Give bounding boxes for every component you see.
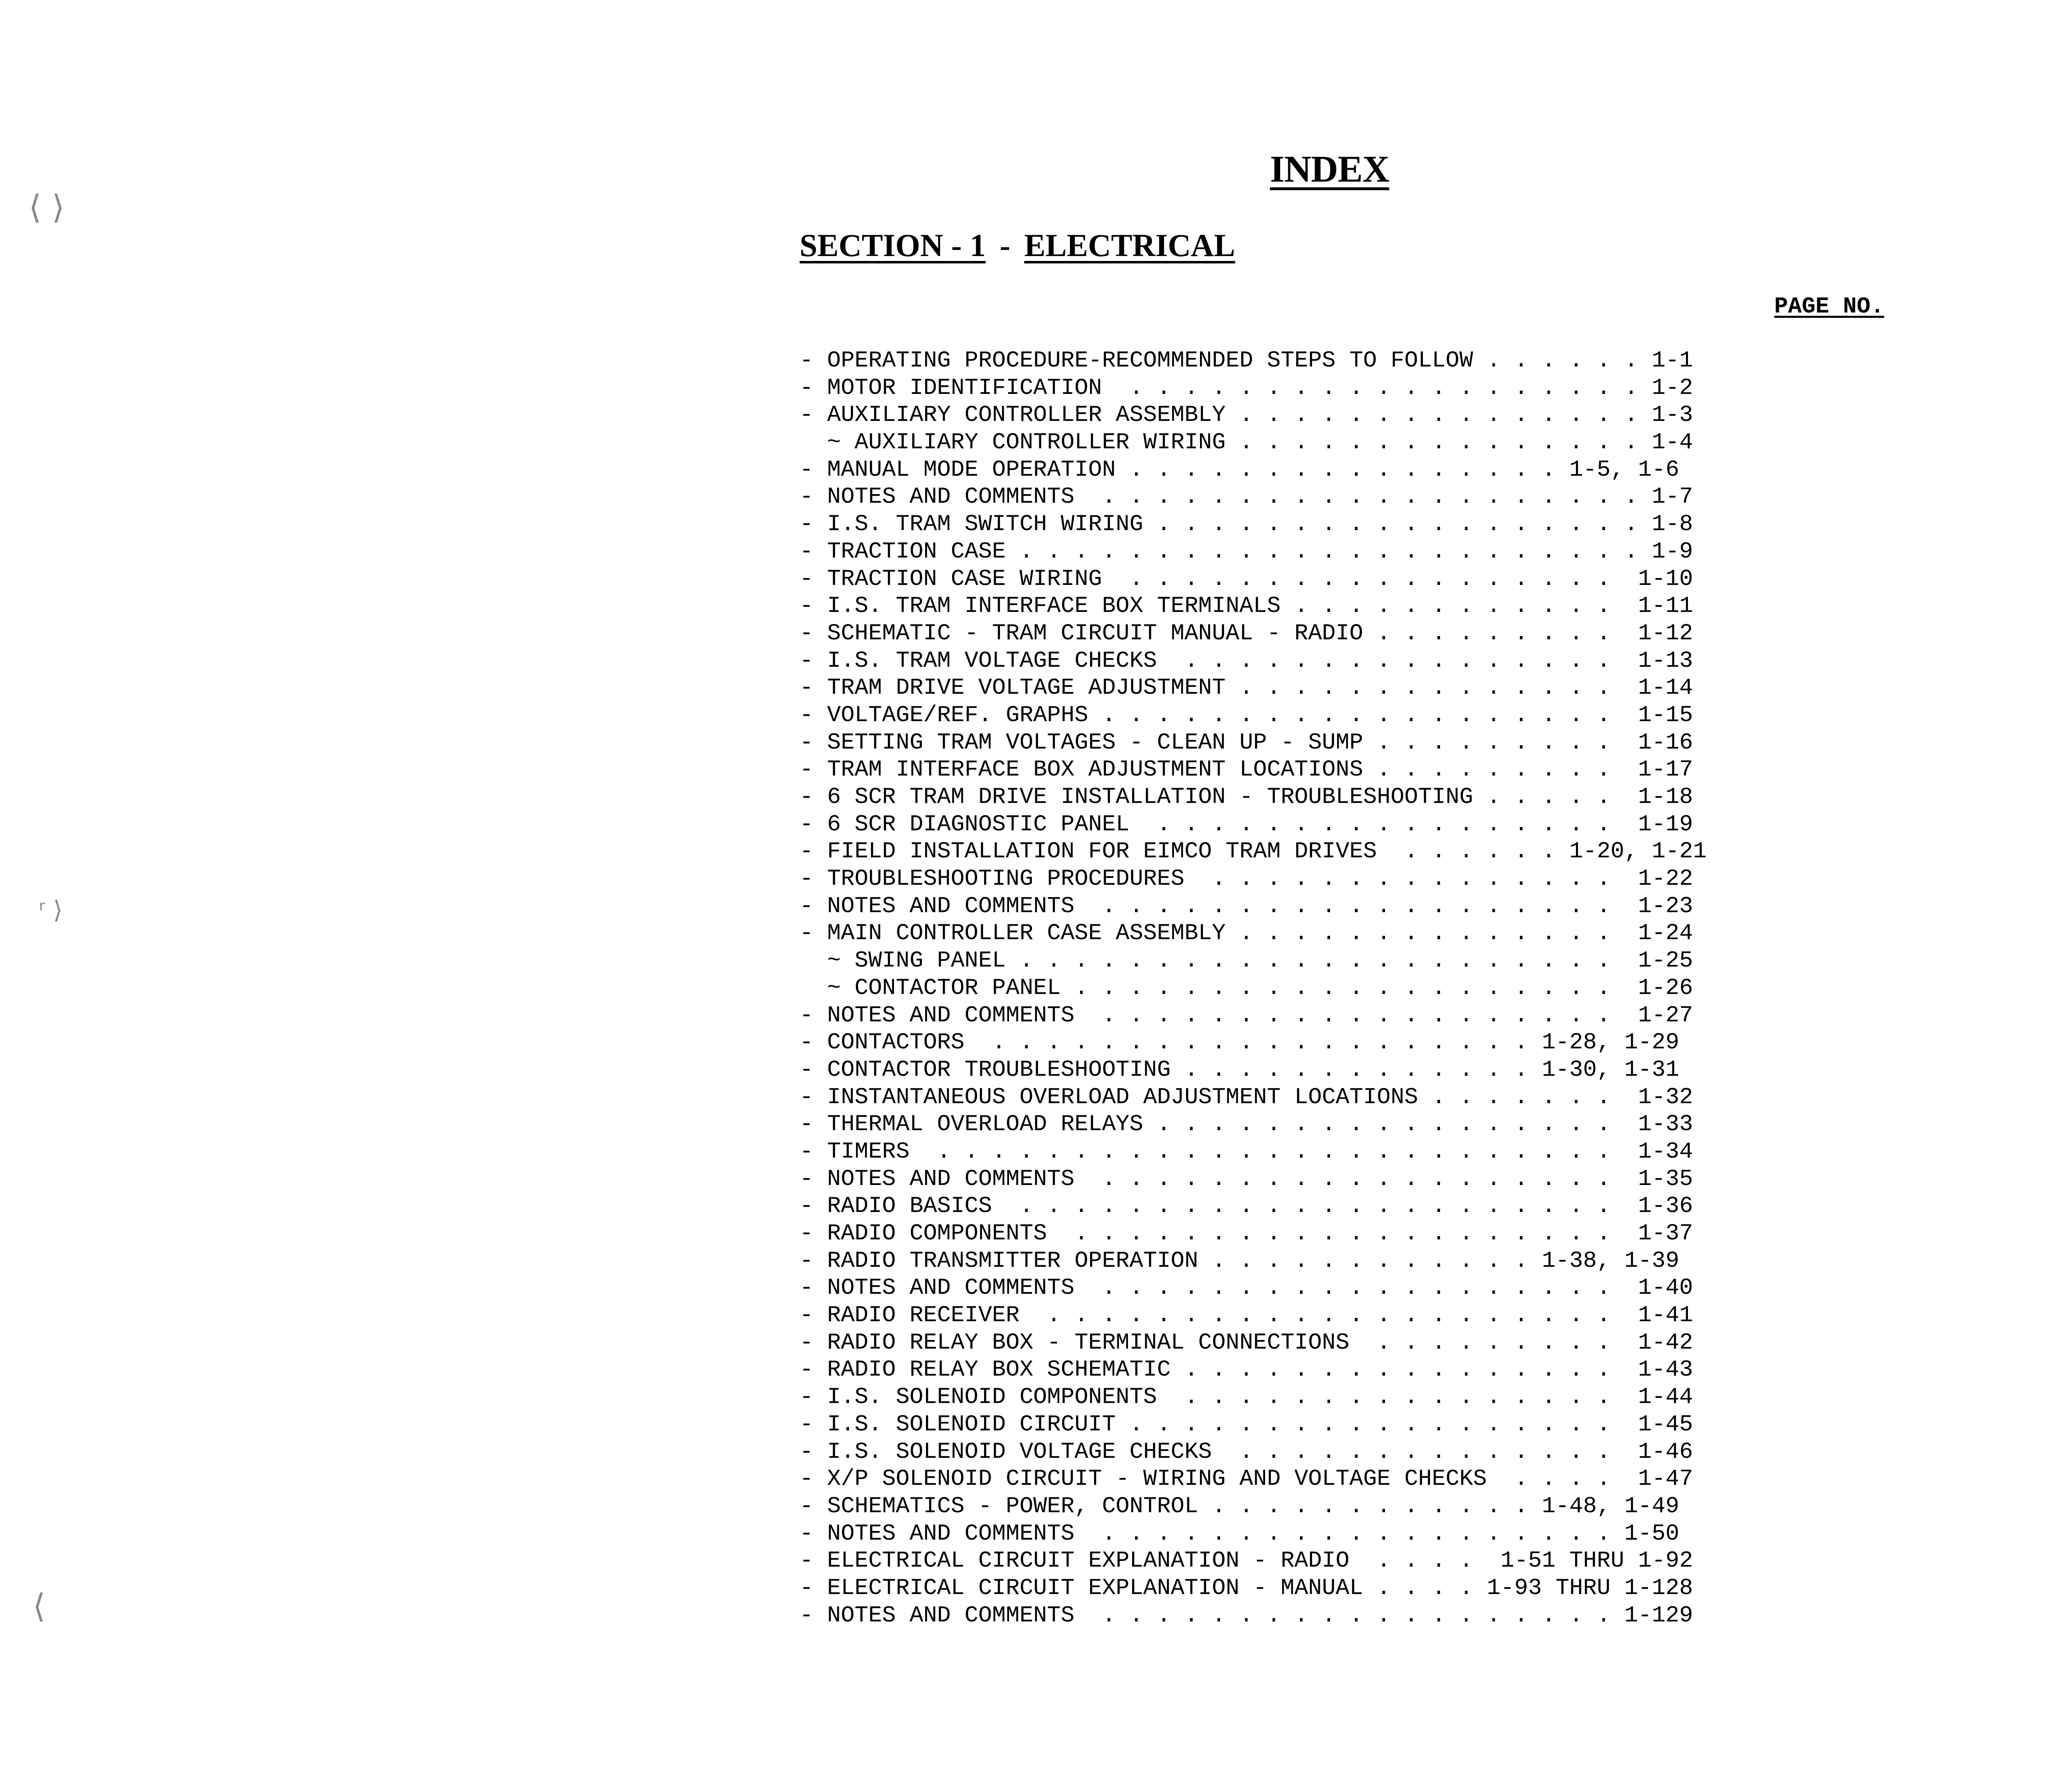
index-entry: - TRACTION CASE . . . . . . . . . . . . . . . . . . . . . . . 1-9	[800, 538, 1693, 564]
index-title: INDEX	[1270, 148, 1389, 190]
scan-artifact-mark: ⟨	[33, 1587, 46, 1625]
index-entry: - INSTANTANEOUS OVERLOAD ADJUSTMENT LOCATIONS . . . . . . . 1-32	[800, 1084, 1693, 1110]
index-entry: - RADIO RELAY BOX SCHEMATIC . . . . . . . . . . . . . . . . 1-43	[800, 1356, 1693, 1383]
index-entry: - TRAM DRIVE VOLTAGE ADJUSTMENT . . . . . . . . . . . . . . 1-14	[800, 675, 1693, 701]
index-entry: - X/P SOLENOID CIRCUIT - WIRING AND VOLTAGE CHECKS . . . . 1-47	[800, 1466, 1693, 1492]
index-entry: - 6 SCR DIAGNOSTIC PANEL . . . . . . . . . . . . . . . . . 1-19	[800, 811, 1693, 837]
index-entry: - NOTES AND COMMENTS . . . . . . . . . . . . . . . . . . . 1-35	[800, 1165, 1693, 1192]
index-entry: - I.S. SOLENOID VOLTAGE CHECKS . . . . . . . . . . . . . . 1-46	[800, 1438, 1693, 1465]
index-entry: - ELECTRICAL CIRCUIT EXPLANATION - RADIO . . . . 1-51 THRU 1-92	[800, 1547, 1693, 1574]
index-entry: - VOLTAGE/REF. GRAPHS . . . . . . . . . . . . . . . . . . . 1-15	[800, 702, 1693, 728]
index-entry: ~ SWING PANEL . . . . . . . . . . . . . . . . . . . . . . 1-25	[800, 947, 1693, 974]
index-entry: - NOTES AND COMMENTS . . . . . . . . . . . . . . . . . . . 1-27	[800, 1002, 1693, 1028]
index-entry: - NOTES AND COMMENTS . . . . . . . . . . . . . . . . . . . 1-50	[800, 1520, 1679, 1547]
index-entry: - ELECTRICAL CIRCUIT EXPLANATION - MANUAL . . . . 1-93 THRU 1-128	[800, 1574, 1693, 1601]
index-entry: ~ CONTACTOR PANEL . . . . . . . . . . . . . . . . . . . . 1-26	[800, 974, 1693, 1001]
index-entry: - I.S. TRAM VOLTAGE CHECKS . . . . . . . . . . . . . . . . 1-13	[800, 647, 1693, 674]
index-entry: - AUXILIARY CONTROLLER ASSEMBLY . . . . . . . . . . . . . . . 1-3	[800, 402, 1693, 428]
index-entry: - RADIO RELAY BOX - TERMINAL CONNECTIONS . . . . . . . . . 1-42	[800, 1329, 1693, 1356]
page-no-column-header: PAGE NO.	[1774, 293, 1884, 319]
section-separator: -	[1000, 227, 1011, 263]
index-entry: - FIELD INSTALLATION FOR EIMCO TRAM DRIVES . . . . . . 1-20, 1-21	[800, 838, 1707, 865]
index-entry: - 6 SCR TRAM DRIVE INSTALLATION - TROUBLESHOOTING . . . . . 1-18	[800, 784, 1693, 810]
index-entry: - NOTES AND COMMENTS . . . . . . . . . . . . . . . . . . . 1-40	[800, 1275, 1693, 1301]
index-entry: - RADIO TRANSMITTER OPERATION . . . . . . . . . . . . 1-38, 1-39	[800, 1247, 1679, 1274]
index-entry: - TRACTION CASE WIRING . . . . . . . . . . . . . . . . . . 1-10	[800, 565, 1693, 592]
index-entry: - RADIO COMPONENTS . . . . . . . . . . . . . . . . . . . . 1-37	[800, 1220, 1693, 1246]
index-entry: - I.S. SOLENOID COMPONENTS . . . . . . . . . . . . . . . . 1-44	[800, 1384, 1693, 1410]
section-heading	[800, 227, 1235, 264]
index-entry: - NOTES AND COMMENTS . . . . . . . . . . . . . . . . . . . . 1-7	[800, 483, 1693, 510]
index-entry: - OPERATING PROCEDURE-RECOMMENDED STEPS TO FOLLOW . . . . . . 1-1	[800, 347, 1693, 373]
index-entry: - TROUBLESHOOTING PROCEDURES . . . . . . . . . . . . . . . 1-22	[800, 866, 1693, 892]
index-entry: - MANUAL MODE OPERATION . . . . . . . . . . . . . . . . 1-5, 1-6	[800, 456, 1679, 483]
index-entry: - RADIO RECEIVER . . . . . . . . . . . . . . . . . . . . . 1-41	[800, 1302, 1693, 1329]
index-entry: - SETTING TRAM VOLTAGES - CLEAN UP - SUMP . . . . . . . . . 1-16	[800, 729, 1693, 755]
index-entry: - CONTACTORS . . . . . . . . . . . . . . . . . . . . 1-28, 1-29	[800, 1029, 1679, 1056]
index-entry: - TRAM INTERFACE BOX ADJUSTMENT LOCATIONS . . . . . . . . . 1-17	[800, 756, 1693, 783]
index-entry-list	[800, 347, 1707, 1629]
scan-artifact-mark: ⟨ ⟩	[29, 188, 65, 226]
index-entry: - MAIN CONTROLLER CASE ASSEMBLY . . . . . . . . . . . . . . 1-24	[800, 920, 1693, 947]
index-entry: - I.S. TRAM SWITCH WIRING . . . . . . . . . . . . . . . . . . 1-8	[800, 511, 1693, 537]
index-entry: - SCHEMATIC - TRAM CIRCUIT MANUAL - RADIO . . . . . . . . . 1-12	[800, 620, 1693, 646]
index-entry: - THERMAL OVERLOAD RELAYS . . . . . . . . . . . . . . . . . 1-33	[800, 1111, 1693, 1138]
index-entry: - MOTOR IDENTIFICATION . . . . . . . . . . . . . . . . . . . 1-2	[800, 374, 1693, 401]
scan-artifact-mark: ʳ ⟩	[39, 896, 63, 924]
index-entry: - I.S. SOLENOID CIRCUIT . . . . . . . . . . . . . . . . . . 1-45	[800, 1411, 1693, 1437]
index-entry: - I.S. TRAM INTERFACE BOX TERMINALS . . . . . . . . . . . . 1-11	[800, 593, 1693, 619]
index-entry: - NOTES AND COMMENTS . . . . . . . . . . . . . . . . . . . 1-23	[800, 893, 1693, 919]
index-entry: - SCHEMATICS - POWER, CONTROL . . . . . . . . . . . . 1-48, 1-49	[800, 1493, 1679, 1519]
index-entry: - CONTACTOR TROUBLESHOOTING . . . . . . . . . . . . . 1-30, 1-31	[800, 1056, 1679, 1083]
index-entry: - TIMERS . . . . . . . . . . . . . . . . . . . . . . . . . 1-34	[800, 1138, 1693, 1165]
index-entry: - RADIO BASICS . . . . . . . . . . . . . . . . . . . . . . 1-36	[800, 1193, 1693, 1219]
section-name: ELECTRICAL	[1024, 227, 1235, 263]
index-entry: ~ AUXILIARY CONTROLLER WIRING . . . . . . . . . . . . . . . 1-4	[800, 429, 1693, 456]
section-label: SECTION - 1	[800, 227, 986, 263]
index-entry: - NOTES AND COMMENTS . . . . . . . . . . . . . . . . . . . 1-129	[800, 1602, 1693, 1628]
